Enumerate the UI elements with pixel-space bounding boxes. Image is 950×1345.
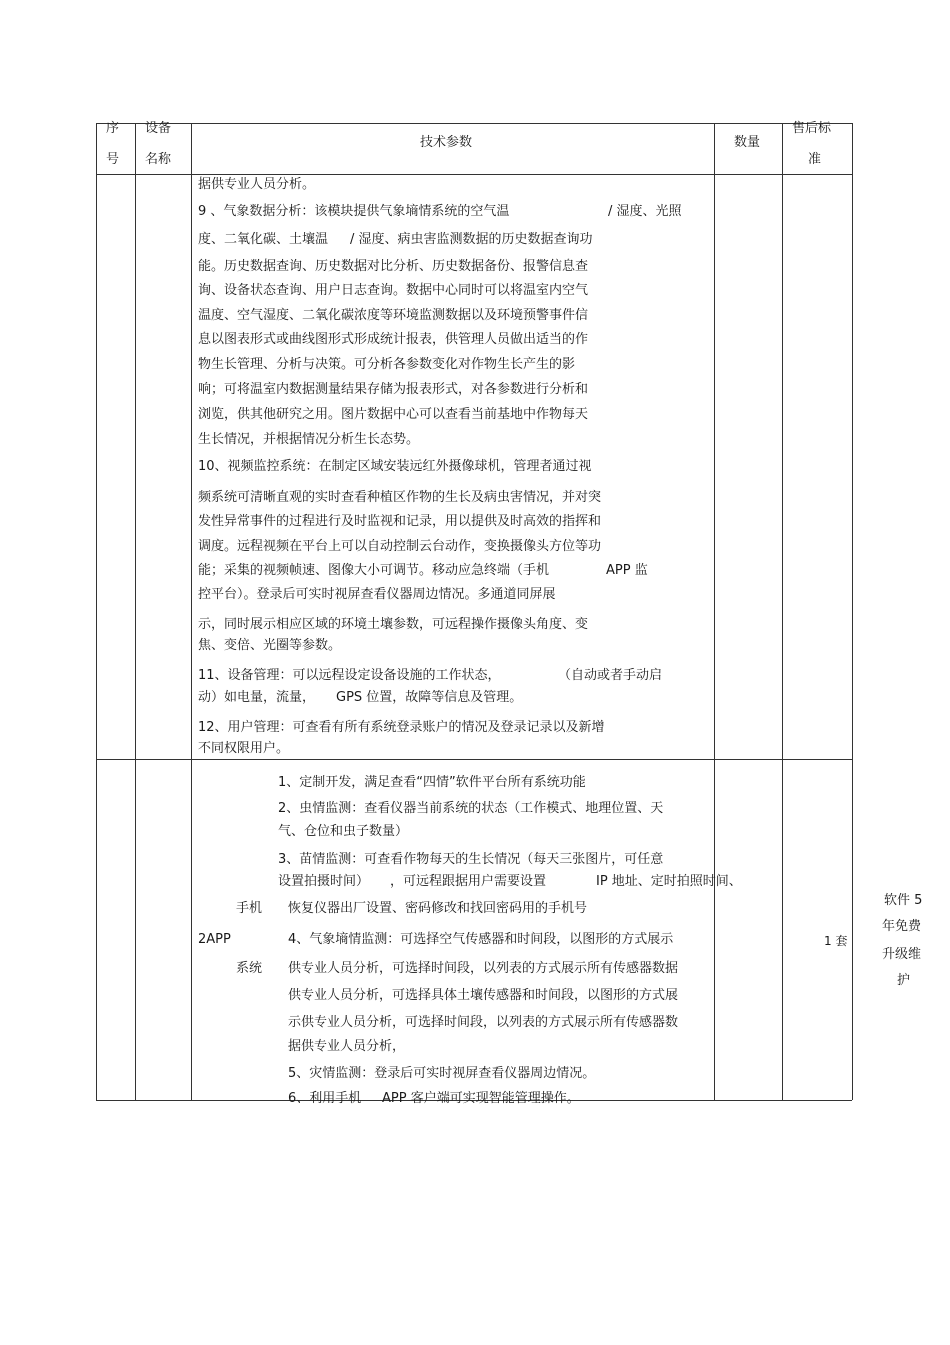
param-line: 6、利用手机 [288,1091,362,1106]
header-qty: 数量 [734,135,761,150]
param-line: 不同权限用户。 [198,741,290,756]
param-line: 息以图表形式或曲线图形式形成统计报表，供管理人员做出适当的作 [198,332,589,347]
header-seq: 号 [106,152,120,167]
column-line-device [191,123,192,1100]
after-sales-text: 软件 5 [884,893,923,908]
param-line: 生长情况，并根据情况分析生长态势。 [198,432,420,447]
column-line-seq [135,123,136,1100]
after-sales-text: 升级维 [882,947,922,962]
column-line-params [714,123,715,1100]
param-line: 供专业人员分析，可选择时间段，以列表的方式展示所有传感器数据 [288,961,679,976]
param-line: 响；可将温室内数据测量结果存储为报表形式，对各参数进行分析和 [198,382,589,397]
param-line: GPS 位置，故障等信息及管理。 [336,690,523,705]
param-line: 4、气象墒情监测：可选择空气传感器和时间段，以图形的方式展示 [288,932,674,947]
param-line: 动）如电量，流量， [198,690,316,705]
param-line: 度、二氧化碳、土壤温 [198,232,329,247]
row-divider [96,759,852,760]
param-line: 能；采集的视频帧速、图像大小可调节。移动应急终端（手机 [198,563,550,578]
after-sales-text: 年免费 [882,919,922,934]
device-name: 系统 [236,961,263,976]
param-line: 5、灾情监测：登录后可实时视屏查看仪器周边情况。 [288,1066,596,1081]
header-params: 技术参数 [420,135,473,150]
param-line: 物生长管理、分析与决策。可分析各参数变化对作物生长产生的影 [198,357,576,372]
param-line: 供专业人员分析，可选择具体土壤传感器和时间段，以图形的方式展 [288,988,679,1003]
param-line: 11、设备管理：可以远程设定设备设施的工作状态， [198,668,501,683]
param-line: 示，同时展示相应区域的环境土壤参数，可远程操作摄像头角度、变 [198,617,589,632]
param-line: 询、设备状态查询、用户日志查询。数据中心同时可以将温室内空气 [198,283,589,298]
param-line: 设置拍摄时间） [278,874,370,889]
param-line: 控平台）。登录后可实时视屏查看仪器周边情况。多通道同屏展 [198,587,556,602]
header-device: 名称 [145,152,172,167]
column-line-left [96,123,97,1100]
device-name: 2APP [198,932,231,947]
param-line: 12、用户管理：可查看有所有系统登录账户的情况及登录记录以及新增 [198,720,605,735]
param-line: 气、仓位和虫子数量） [278,824,409,839]
param-line: 据供专业人员分析， [288,1039,406,1054]
param-line: 能。历史数据查询、历史数据对比分析、历史数据备份、报警信息查 [198,259,589,274]
after-sales-text: 护 [897,973,911,988]
param-line: 据供专业人员分析。 [198,177,316,192]
param-line: 温度、空气湿度、二氧化碳浓度等环境监测数据以及环境预警事件信 [198,308,589,323]
quantity-value: 1 套 [824,934,848,948]
header-after-sales: 售后标 [792,121,832,136]
param-line: 3、苗情监测：可查看作物每天的生长情况（每天三张图片，可任意 [278,852,664,867]
device-name: 手机 [236,901,263,916]
param-line: 调度。远程视频在平台上可以自动控制云台动作，变换摄像头方位等功 [198,539,602,554]
header-divider [96,174,852,175]
param-line: 发性异常事件的过程进行及时监视和记录，用以提供及时高效的指挥和 [198,514,602,529]
header-device: 设备 [145,121,172,136]
param-line: IP 地址、定时拍照时间、 [596,874,742,889]
param-line: 示供专业人员分析，可选择时间段，以列表的方式展示所有传感器数 [288,1015,679,1030]
column-line-right [852,123,853,1100]
param-line: 10、视频监控系统：在制定区域安装远红外摄像球机，管理者通过视 [198,459,592,474]
param-line: ，可远程跟据用户需要设置 [390,874,547,889]
param-line: 焦、变倍、光圈等参数。 [198,638,342,653]
param-line: / 湿度、光照 [608,204,682,219]
param-line: APP 客户端可实现智能管理操作。 [382,1091,580,1106]
param-line: 恢复仪器出厂设置、密码修改和找回密码用的手机号 [288,901,588,916]
table-border-top [96,123,852,124]
header-seq: 序 [106,121,120,136]
column-line-qty [782,123,783,1100]
param-line: 浏览，供其他研究之用。图片数据中心可以查看当前基地中作物每天 [198,407,589,422]
param-line: APP 监 [606,563,648,578]
header-after-sales: 准 [808,152,822,167]
param-line: 频系统可清晰直观的实时查看种植区作物的生长及病虫害情况，并对突 [198,490,602,505]
param-line: （自动或者手动启 [558,668,663,683]
param-line: 2、虫情监测：查看仪器当前系统的状态（工作模式、地理位置、天 [278,801,664,816]
param-line: 9 、气象数据分析：该模块提供气象墒情系统的空气温 [198,204,510,219]
param-line: / 湿度、病虫害监测数据的历史数据查询功 [350,232,593,247]
param-line: 1、定制开发，满足查看“四情”软件平台所有系统功能 [278,775,586,790]
